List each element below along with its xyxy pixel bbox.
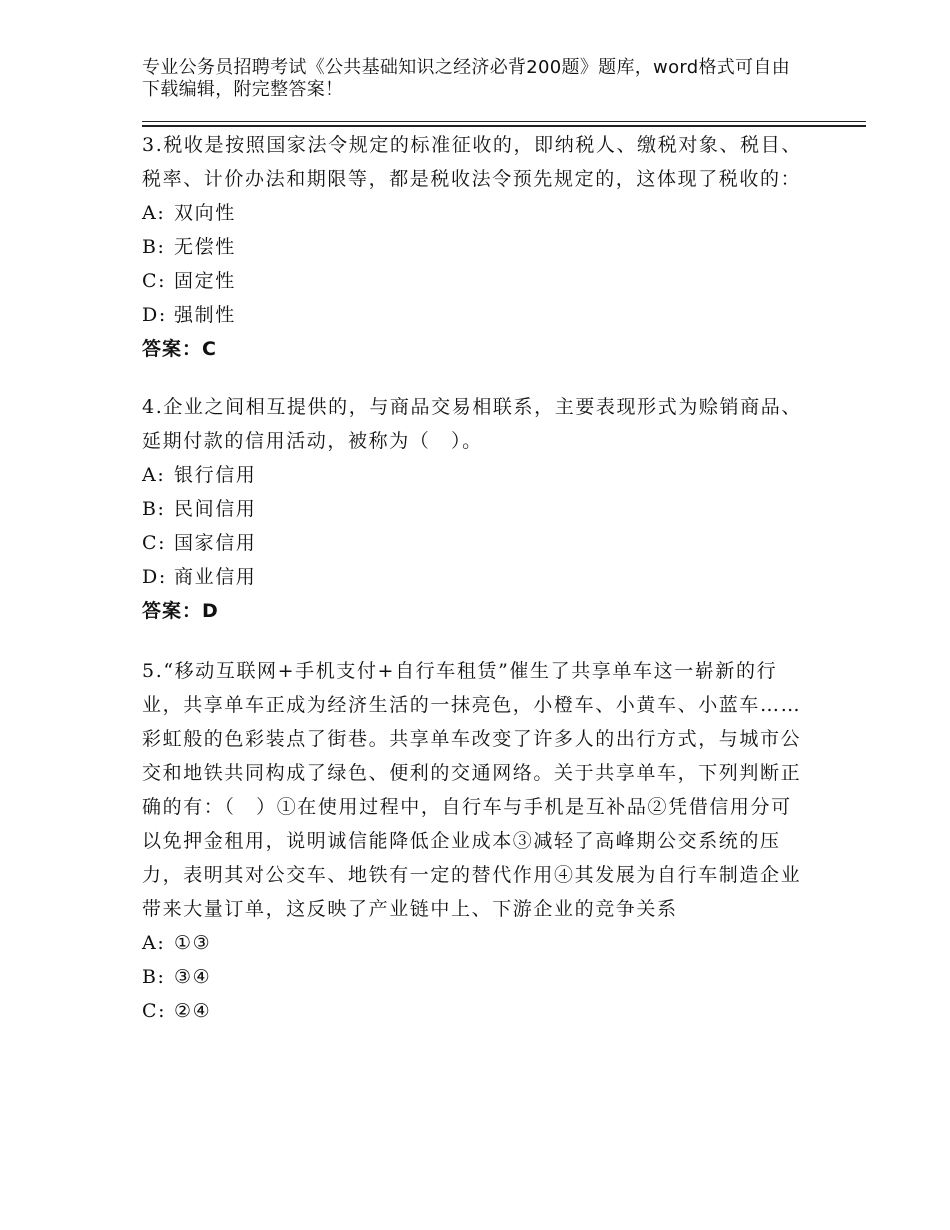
option-letter: D: xyxy=(142,566,167,588)
option-c xyxy=(142,526,802,560)
option-letter: A: xyxy=(142,932,166,954)
question-4 xyxy=(142,390,802,628)
option-letter: C: xyxy=(142,1000,167,1022)
option-letter: B: xyxy=(142,236,166,258)
header-rule-thin xyxy=(142,121,866,122)
option-text: ①③ xyxy=(174,932,212,954)
option-c xyxy=(142,264,802,298)
header-rule-thick xyxy=(142,125,866,127)
answer-line: 答案：C xyxy=(142,338,217,360)
answer-line: 答案：D xyxy=(142,600,219,622)
question-text: 5.“移动互联网+手机支付+自行车租赁”催生了共享单车这一崭新的行业，共享单车正成为经济生活的一抹亮色，小橙车、小黄车、小蓝车……彩虹般的色彩装点了街巷。共享单车改变了许多人的出行方式，与城市公交和地铁共同构成了绿色、便利的交通网络。关于共享单车，下列判断正确的有：（ ）①在使用过程中，自行车与手机是互补品②凭借信用分可以免押金租用，说明诚信能降低企业成本③减轻了高峰期公交系统的压力，表明其对公交车、地铁有一定的替代作用④其发展为自行车制造企业带来大量订单，这反映了产业链中上、下游企业的竞争关系 xyxy=(142,660,802,920)
option-text: 固定性 xyxy=(174,270,236,292)
question-3 xyxy=(142,128,802,366)
option-letter: B: xyxy=(142,966,166,988)
option-d xyxy=(142,560,802,594)
option-b xyxy=(142,492,802,526)
option-b xyxy=(142,960,802,994)
document-header: 专业公务员招聘考试《公共基础知识之经济必背200题》题库，word格式可自由下载编辑，附完整答案！ xyxy=(142,57,790,100)
question-5 xyxy=(142,654,802,1028)
question-text: 3.税收是按照国家法令规定的标准征收的，即纳税人、缴税对象、税目、税率、计价办法和期限等，都是税收法令预先规定的，这体现了税收的： xyxy=(142,134,802,190)
option-letter: C: xyxy=(142,270,167,292)
option-c xyxy=(142,994,802,1028)
option-letter: B: xyxy=(142,498,166,520)
question-list xyxy=(142,128,802,1028)
option-d xyxy=(142,298,802,332)
question-gap xyxy=(142,366,802,390)
option-text: 无偿性 xyxy=(174,236,236,258)
option-a xyxy=(142,458,802,492)
option-a xyxy=(142,196,802,230)
option-text: 强制性 xyxy=(174,304,236,326)
question-gap xyxy=(142,628,802,654)
option-text: 银行信用 xyxy=(174,464,257,486)
option-text: 民间信用 xyxy=(174,498,257,520)
option-text: 国家信用 xyxy=(174,532,257,554)
option-text: 双向性 xyxy=(174,202,236,224)
option-b xyxy=(142,230,802,264)
option-a xyxy=(142,926,802,960)
option-letter: A: xyxy=(142,464,166,486)
option-letter: A: xyxy=(142,202,166,224)
option-text: ②④ xyxy=(174,1000,212,1022)
option-text: ③④ xyxy=(174,966,212,988)
option-text: 商业信用 xyxy=(174,566,257,588)
option-letter: C: xyxy=(142,532,167,554)
option-letter: D: xyxy=(142,304,167,326)
question-text: 4.企业之间相互提供的，与商品交易相联系，主要表现形式为赊销商品、延期付款的信用活动，被称为（ ）。 xyxy=(142,396,802,452)
